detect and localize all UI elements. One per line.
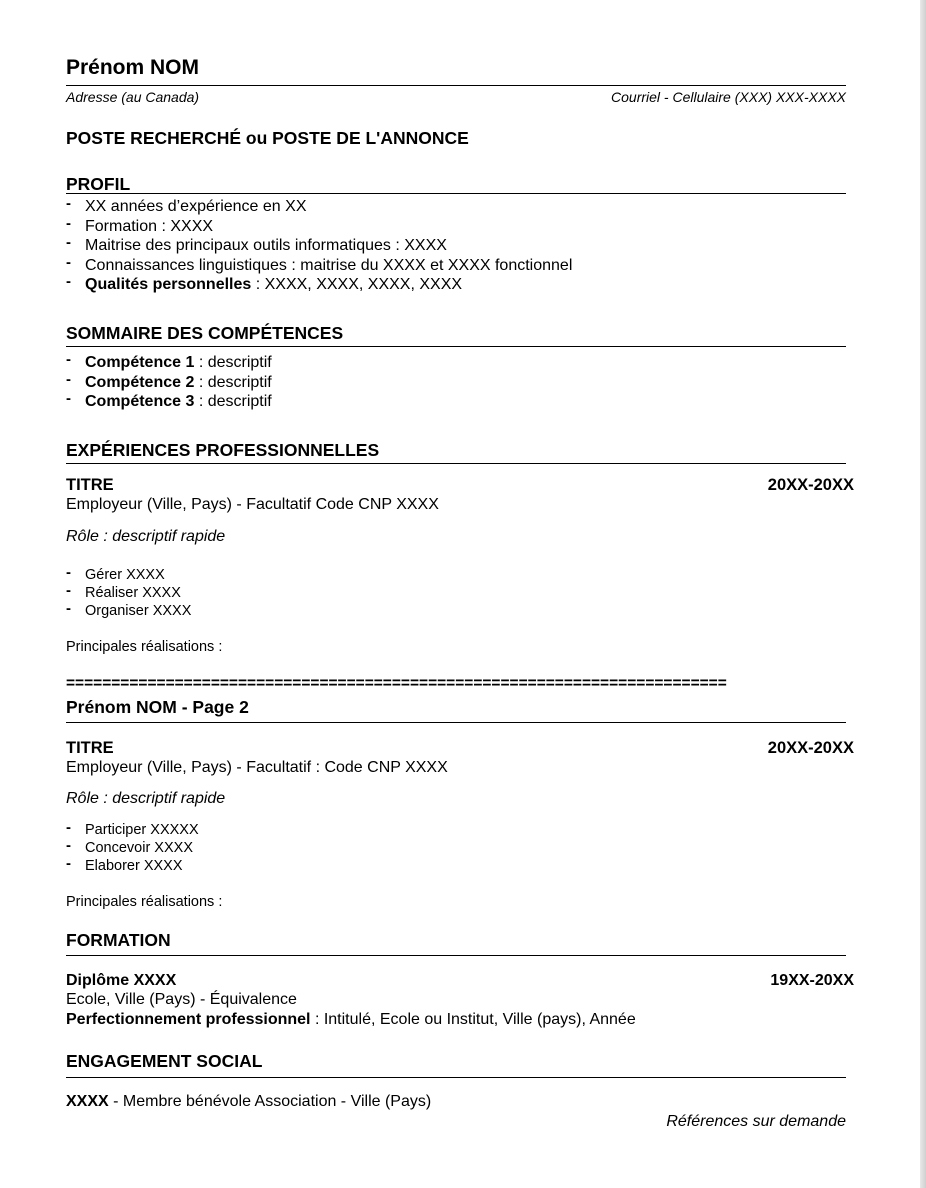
list-item-text: XX années d’expérience en XX xyxy=(85,198,307,215)
job-role: Rôle : descriptif rapide xyxy=(66,790,226,807)
list-item xyxy=(85,198,306,216)
bullet-dash: - xyxy=(66,253,71,271)
list-item xyxy=(85,374,272,392)
list-item: Organiser XXXX xyxy=(85,603,192,619)
bullet-dash: - xyxy=(66,600,71,617)
list-item-label: Compétence 1 xyxy=(85,354,195,371)
bullet-dash: - xyxy=(66,273,71,290)
list-item-text: : descriptif xyxy=(194,373,272,391)
job-dates: 20XX-20XX xyxy=(767,476,854,494)
bullet-dash: - xyxy=(66,234,71,251)
engagement-label: XXXX xyxy=(66,1093,109,1110)
job-role: Rôle : descriptif rapide xyxy=(66,528,226,545)
list-item-label: Qualités personnelles xyxy=(85,276,252,293)
address: Adresse (au Canada) xyxy=(66,89,200,105)
list-item-text: Formation : XXXX xyxy=(85,217,214,235)
competences-rule xyxy=(66,346,846,347)
perf-label: Perfectionnement professionnel xyxy=(66,1011,311,1028)
job-title: TITRE xyxy=(66,739,114,757)
job-dates: 20XX-20XX xyxy=(767,739,854,757)
contact-info: Courriel - Cellulaire (XXX) XXX-XXXX xyxy=(611,89,846,105)
list-item xyxy=(85,276,462,294)
references-note: Références sur demande xyxy=(666,1113,846,1130)
list-item-text: : descriptif xyxy=(194,354,272,371)
list-item-label: Compétence 2 xyxy=(85,373,195,391)
job-achievements: Principales réalisations : xyxy=(66,894,223,910)
list-item-label: Compétence 3 xyxy=(85,393,195,410)
section-heading-competences: SOMMAIRE DES COMPÉTENCES xyxy=(66,323,344,343)
list-item: Concevoir XXXX xyxy=(85,840,193,856)
bullet-dash: - xyxy=(66,582,71,599)
profil-rule xyxy=(66,193,846,194)
engagement-rule xyxy=(66,1077,846,1078)
list-item xyxy=(85,354,272,372)
engagement-entry xyxy=(66,1093,431,1111)
school: Ecole, Ville (Pays) - Équivalence xyxy=(66,991,297,1008)
candidate-name: Prénom NOM xyxy=(66,56,200,79)
list-item xyxy=(85,218,213,236)
experiences-rule xyxy=(66,463,846,464)
section-heading-engagement: ENGAGEMENT SOCIAL xyxy=(66,1051,263,1071)
list-item xyxy=(85,257,572,275)
bullet-dash: - xyxy=(66,837,71,854)
list-item: Elaborer XXXX xyxy=(85,858,183,874)
bullet-dash: - xyxy=(66,564,71,581)
page2-rule xyxy=(66,722,846,723)
section-heading-experiences: EXPÉRIENCES PROFESSIONNELLES xyxy=(66,440,380,460)
list-item: Gérer XXXX xyxy=(85,567,165,583)
bullet-dash: - xyxy=(66,370,71,388)
page-edge-shadow xyxy=(920,0,926,1188)
list-item xyxy=(85,237,447,255)
bullet-dash: - xyxy=(66,214,71,232)
job-title: POSTE RECHERCHÉ ou POSTE DE L'ANNONCE xyxy=(66,128,469,148)
list-item: Réaliser XXXX xyxy=(85,585,181,601)
engagement-text: - Membre bénévole Association - Ville (Pays) xyxy=(108,1093,432,1110)
list-item xyxy=(85,393,272,411)
job-title: TITRE xyxy=(66,476,114,494)
bullet-dash: - xyxy=(66,351,71,368)
bullet-dash: - xyxy=(66,195,71,212)
list-item-text: : descriptif xyxy=(194,393,272,410)
page2-title: Prénom NOM - Page 2 xyxy=(66,697,249,717)
list-item-text: Maitrise des principaux outils informatiques : XXXX xyxy=(85,237,447,254)
section-heading-formation: FORMATION xyxy=(66,930,171,950)
list-item-text: : XXXX, XXXX, XXXX, XXXX xyxy=(251,276,463,293)
job-achievements: Principales réalisations : xyxy=(66,639,223,655)
bullet-dash: - xyxy=(66,390,71,407)
diploma: Diplôme XXXX xyxy=(66,972,177,989)
perf-text: : Intitulé, Ecole ou Institut, Ville (pays), Année xyxy=(310,1011,636,1028)
diploma-dates: 19XX-20XX xyxy=(770,972,854,989)
professional-development xyxy=(66,1011,636,1029)
section-heading-profil: PROFIL xyxy=(66,174,131,194)
list-item: Participer XXXXX xyxy=(85,822,199,838)
bullet-dash: - xyxy=(66,855,71,872)
page-separator: ========================================================================= xyxy=(66,675,727,692)
list-item-text: Connaissances linguistiques : maitrise du XXXX et XXXX fonctionnel xyxy=(85,256,573,274)
bullet-dash: - xyxy=(66,819,71,836)
job-employer: Employeur (Ville, Pays) - Facultatif : Code CNP XXXX xyxy=(66,759,448,776)
formation-rule xyxy=(66,955,846,956)
header-rule xyxy=(66,85,846,86)
job-employer: Employeur (Ville, Pays) - Facultatif Code CNP XXXX xyxy=(66,496,439,513)
